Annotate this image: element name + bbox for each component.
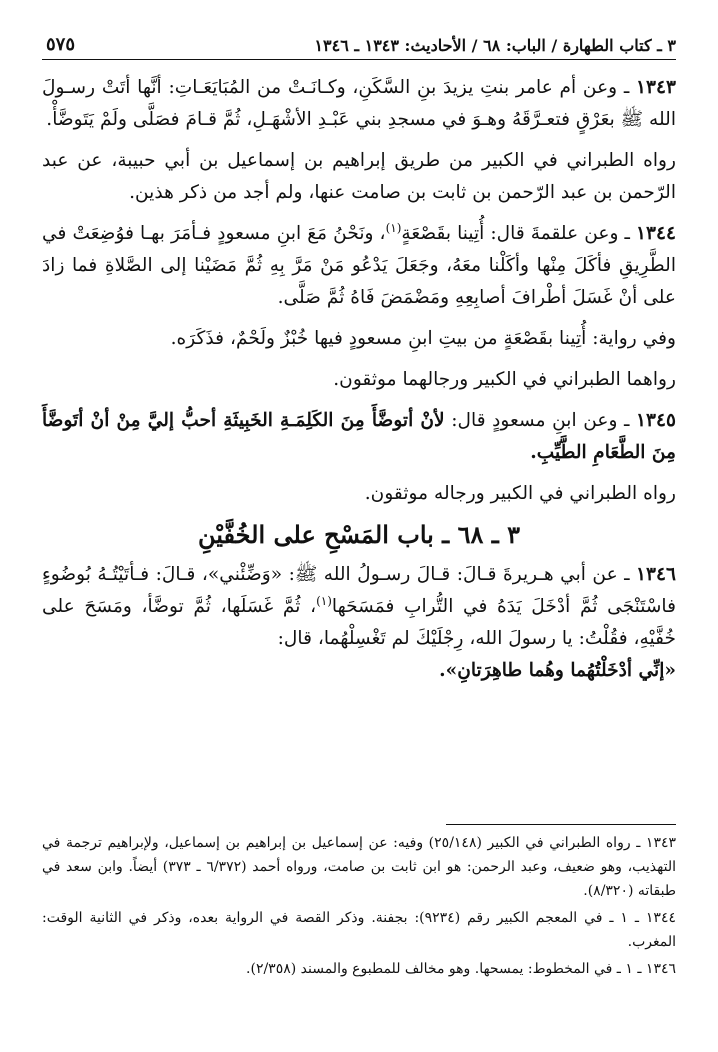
footnote-ref[interactable]: (١) xyxy=(316,593,332,608)
hadith-sayer: ـ وعن ابنِ مسعودٍ قال: xyxy=(451,410,630,431)
hadith-text: ـ وعن أم عامر بنتِ يزيدَ بنِ السَّكَنِ، وكـانَـتْ من المُبَايَعَـاتِ: أنَّها أتَتْ رسـولَ الله ﷺ بعَرْقٍ فتعـرَّقَهُ وهـوَ في مسجدِ بني عَبْـدِ الأشْهَـلِ، ثُمَّ قـامَ فصَلَّى ولَمْ يَتَوضَّأْ. xyxy=(42,77,676,130)
footnotes xyxy=(42,824,676,984)
hadith-text-part1: ـ وعن علقمةَ قال: أُتِينا بقَصْعَةٍ xyxy=(401,223,630,244)
hadith-1346 xyxy=(42,559,676,687)
hadith-text-part2: ، ونَحْنُ مَعَ ابنِ مسعودٍ فـأمَرَ بهـا فوُضِعَتْ في الطَّرِيقِ فأكَلَ مِنْها وأكَلْنا معَهُ، وجَعَلَ يَدْعُو مَنْ مَرَّ بِهِ ثُمَّ مَضَيْنا إلى الصَّلاةِ فما زادَ على أنْ غَسَلَ أطْرافَ أصابِعِهِ ومَضْمَضَ فَاهُ ثُمَّ صَلَّى. xyxy=(42,223,676,308)
running-title: ٣ ـ كتاب الطهارة / الباب: ٦٨ / الأحاديث: ١٣٤٣ ـ ١٣٤٦ xyxy=(314,36,676,55)
footnote-ref[interactable]: (١) xyxy=(385,220,402,235)
hadith-number: ١٣٤٣ xyxy=(636,77,676,98)
hadith-text-part2: ، ثُمَّ غَسَلَها، ثُمَّ توضَّأ، ومَسَحَ على خُفَّيْهِ، فقُلْتُ: يا رسولَ الله، رِجْلَيْكَ لم تَغْسِلْهُما، قال: xyxy=(42,596,676,649)
hadith-text-part1: ـ عن أبي هـريرةَ قـالَ: قـالَ رسـولُ الله ﷺ: «وَضِّئْني»، قـالَ: فـأتَيْتُـهُ بُوضُوءٍ فاسْتَنْجَى ثُمَّ أدْخَلَ يَدَهُ في التُّرابِ فمَسَحَها xyxy=(42,564,676,617)
footnote-1344: ١٣٤٤ ـ ١ ـ في المعجم الكبير رقم (٩٢٣٤): بجفنة. وذكر القصة في الرواية بعده، وذكر في الثانية الوقت: المغرب. xyxy=(42,910,676,950)
page-number: ٥٧٥ xyxy=(46,34,76,55)
main-text xyxy=(42,72,676,687)
footnote-divider xyxy=(446,824,676,825)
hadith-quote: لأنْ أتوضَّأَ مِنَ الكَلِمَـةِ الخَبِيثَةِ أحبُّ إليَّ مِنْ أنْ أتَوضَّأَ مِنَ الطَّعَامِ الطَّيِّبِ. xyxy=(42,410,676,463)
hadith-number: ١٣٤٥ xyxy=(636,410,676,431)
hadith-number: ١٣٤٤ xyxy=(636,223,676,244)
takhrij-1345: رواه الطبراني في الكبير ورجاله موثقون. xyxy=(364,483,676,504)
hadith-quote: «إنِّي أدْخَلْتُهُما وهُما طاهِرَتانِ». xyxy=(439,660,676,681)
footnote-1346: ١٣٤٦ ـ ١ ـ في المخطوط: يمسحها. وهو مخالف للمطبوع والمسند (٢/٣٥٨). xyxy=(246,961,676,977)
footnote-1343: ١٣٤٣ ـ رواه الطبراني في الكبير (٢٥/١٤٨) وفيه: عن إسماعيل بن إبراهيم بن إسماعيل، ولإبراهيم ترجمة في التهذيب، وهو ضعيف، وعبد الرحمن: هو ابن ثابت بن صامت، ورواه أحمد (٦/٣٧٢ ـ ٣٧٣) أيضاً. وابن سعد في طبقاته (٨/٣٢٠). xyxy=(42,835,676,899)
hadith-1345 xyxy=(42,405,676,469)
riwaya-1344: وفي رواية: أُتِينا بقَصْعَةٍ من بيتِ ابنِ مسعودٍ فيها خُبْزٌ ولَحْمٌ، فذَكَرَه. xyxy=(170,328,676,349)
hadith-1343 xyxy=(42,72,676,136)
page-header xyxy=(42,34,676,60)
takhrij-1344: رواهما الطبراني في الكبير ورجالهما موثقون. xyxy=(333,369,676,390)
takhrij-1343: رواه الطبراني في الكبير من طريق إبراهيم بن إسماعيل بن أبي حبيبة، عن عبد الرّحمن بن عبد الرّحمن بن ثابت بن صامت عنها، ولم أجد من ذكر هذين. xyxy=(42,150,676,203)
chapter-heading: ٣ ـ ٦٨ ـ باب المَسْحِ على الخُفَّيْنِ xyxy=(198,520,520,549)
page xyxy=(42,34,676,1032)
hadith-number: ١٣٤٦ xyxy=(636,564,676,585)
hadith-1344 xyxy=(42,218,676,314)
